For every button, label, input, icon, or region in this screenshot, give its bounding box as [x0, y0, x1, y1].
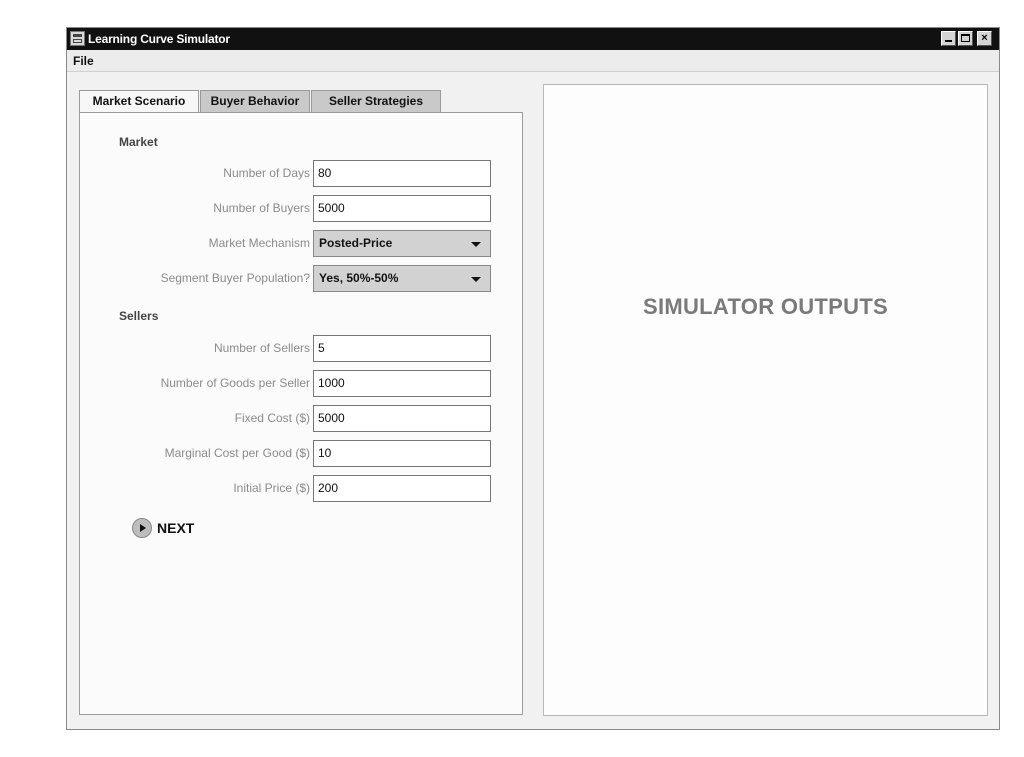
market-mechanism-label: Market Mechanism: [208, 236, 310, 250]
play-icon: [132, 518, 152, 538]
window-title: Learning Curve Simulator: [88, 32, 230, 46]
menu-bar: [67, 50, 999, 72]
tab-seller-strategies[interactable]: Seller Strategies: [311, 90, 441, 112]
row-segment-buyer-population: [80, 265, 500, 292]
goods-per-seller-field[interactable]: 1000: [313, 370, 491, 397]
initial-price-field[interactable]: 200: [313, 475, 491, 502]
chevron-down-icon: [471, 242, 481, 247]
number-of-days-field[interactable]: 80: [313, 160, 491, 187]
chevron-down-icon: [471, 277, 481, 282]
goods-per-seller-label: Number of Goods per Seller: [160, 376, 310, 390]
simulator-outputs-title: SIMULATOR OUTPUTS: [642, 294, 889, 319]
market-mechanism-value: Posted-Price: [319, 236, 393, 250]
minimize-button[interactable]: [941, 31, 956, 46]
row-fixed-cost: [80, 405, 500, 432]
tab-market-scenario[interactable]: Market Scenario: [79, 90, 199, 114]
app-icon: [70, 31, 85, 46]
title-bar[interactable]: [67, 28, 999, 50]
segment-buyer-population-value: Yes, 50%-50%: [319, 271, 399, 285]
close-button[interactable]: [977, 31, 992, 46]
row-initial-price: [80, 475, 500, 502]
app-window: [66, 27, 1000, 730]
number-of-buyers-field[interactable]: 5000: [313, 195, 491, 222]
next-button-label: NEXT: [157, 520, 195, 536]
minimize-icon: [945, 40, 952, 42]
segment-buyer-population-label: Segment Buyer Population?: [160, 271, 310, 285]
fixed-cost-field[interactable]: 5000: [313, 405, 491, 432]
number-of-sellers-field[interactable]: 5: [313, 335, 491, 362]
row-number-of-sellers: [80, 335, 500, 362]
segment-buyer-population-select[interactable]: [313, 265, 491, 292]
market-mechanism-select[interactable]: [313, 230, 491, 257]
sellers-section-header: Sellers: [119, 309, 159, 323]
marginal-cost-field[interactable]: 10: [313, 440, 491, 467]
menu-file[interactable]: File: [73, 54, 94, 68]
close-icon: ×: [981, 32, 988, 44]
maximize-button[interactable]: [958, 31, 973, 46]
maximize-icon: [961, 34, 970, 42]
row-number-of-buyers: [80, 195, 500, 222]
market-section-header: Market: [119, 135, 158, 149]
simulator-outputs-panel: [543, 84, 988, 716]
marginal-cost-label: Marginal Cost per Good ($): [164, 446, 310, 460]
row-market-mechanism: [80, 230, 500, 257]
row-marginal-cost: [80, 440, 500, 467]
row-goods-per-seller: [80, 370, 500, 397]
fixed-cost-label: Fixed Cost ($): [234, 411, 310, 425]
initial-price-label: Initial Price ($): [233, 481, 310, 495]
row-number-of-days: [80, 160, 500, 187]
tab-buyer-behavior[interactable]: Buyer Behavior: [200, 90, 310, 112]
number-of-days-label: Number of Days: [223, 166, 310, 180]
market-scenario-panel: [79, 112, 523, 715]
number-of-sellers-label: Number of Sellers: [213, 341, 310, 355]
number-of-buyers-label: Number of Buyers: [213, 201, 310, 215]
